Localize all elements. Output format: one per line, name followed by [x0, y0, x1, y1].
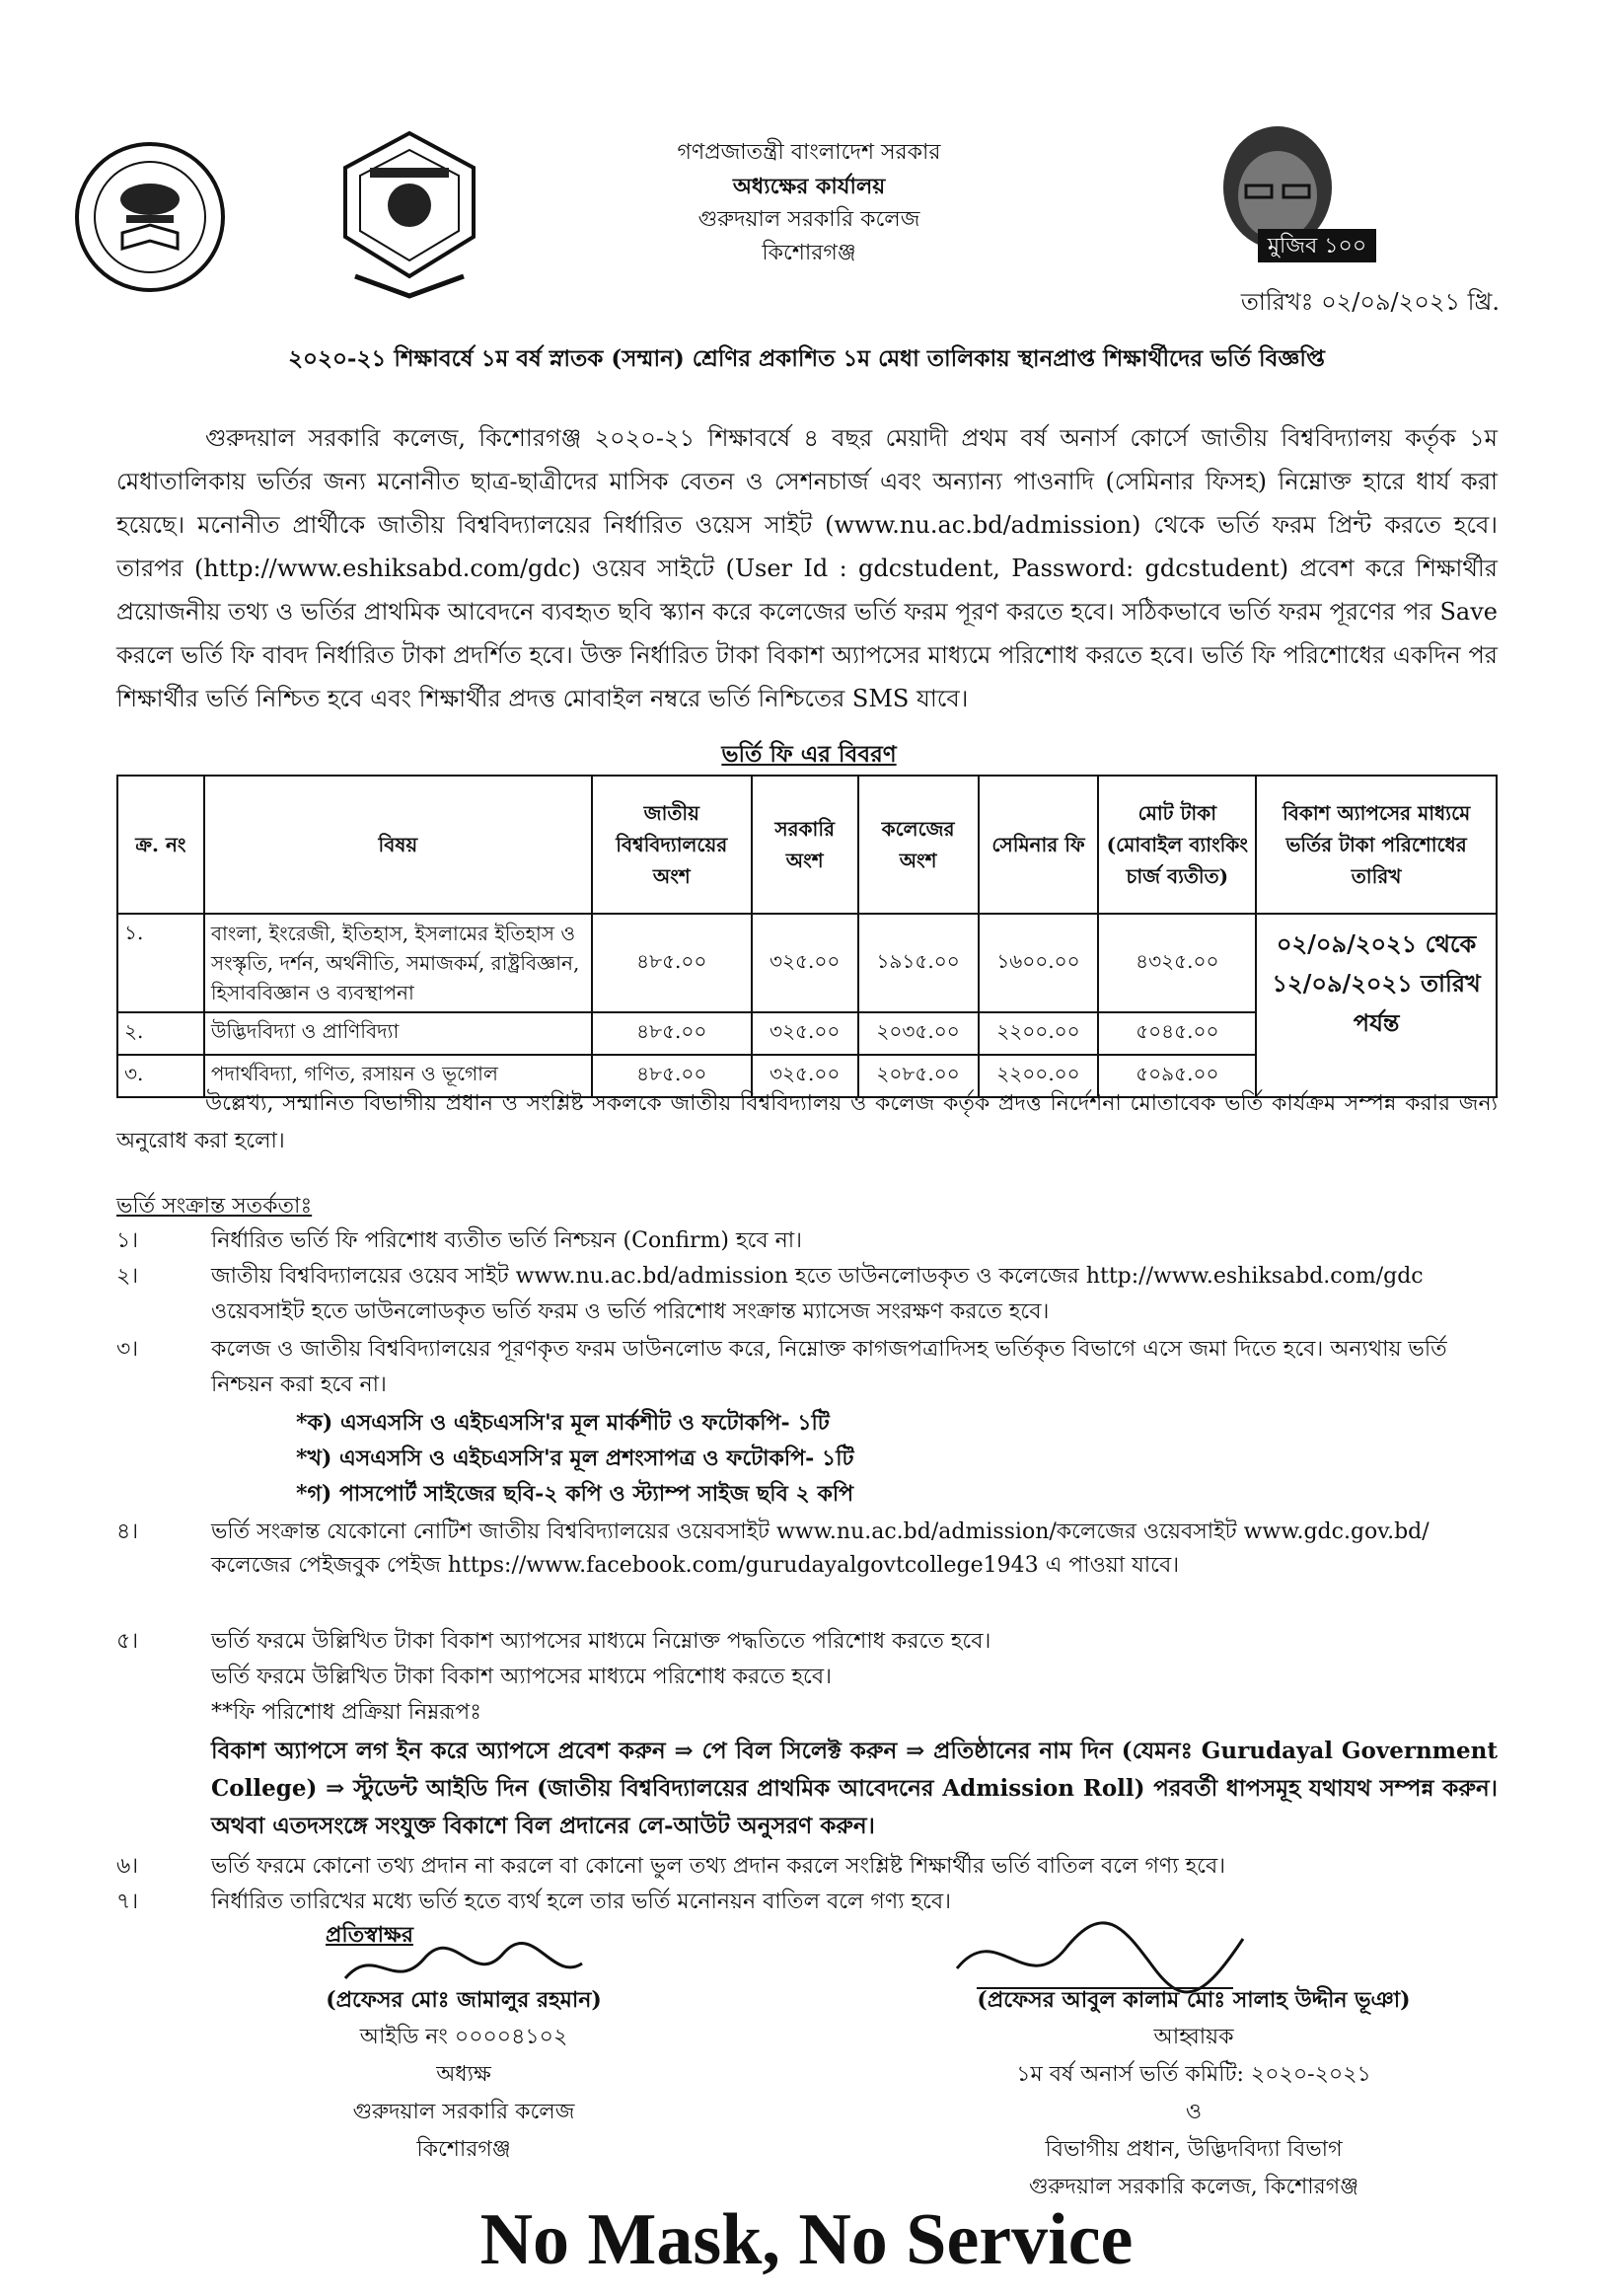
row-nu: ৪৮৫.০০	[592, 914, 752, 1012]
left-signatory-place: কিশোরগঞ্জ	[416, 2137, 511, 2162]
countersign-label: প্রতিস্বাক্ষর	[326, 1922, 413, 1948]
row-total: ৪৩২৫.০০	[1098, 914, 1256, 1012]
caution-title: ভর্তি সংক্রান্ত সতর্কতাঃ	[116, 1194, 313, 1219]
row-seminar: ২২০০.০০	[979, 1012, 1099, 1055]
caution-item-1	[116, 1223, 1498, 1259]
caution-item-6	[116, 1849, 1498, 1885]
row-subject: উদ্ভিদবিদ্যা ও প্রাণিবিদ্যা	[204, 1012, 592, 1055]
row-subject: বাংলা, ইংরেজী, ইতিহাস, ইসলামের ইতিহাস ও সংস্কৃতি, দর্শন, অর্থনীতি, সমাজকর্ম, রাষ্ট্রবিজ্ঞান, হিসাববিজ্ঞান ও ব্যবস্থাপনা	[204, 914, 592, 1012]
notice-title: ২০২০-২১ শিক্ষাবর্ষে ১ম বর্ষ স্নাতক (সম্মান) শ্রেণির প্রকাশিত ১ম মেধা তালিকায় স্থানপ্রাপ্ত শিক্ষার্থীদের ভর্তি বিজ্ঞপ্তি	[288, 345, 1325, 372]
notice-date: তারিখঃ ০২/০৯/২০২১ খ্রি.	[1240, 288, 1500, 316]
caution-text: কলেজ ও জাতীয় বিশ্ববিদ্যালয়ের পূরণকৃত ফরম ডাউনলোড করে, নিম্নোক্ত কাগজপত্রাদিসহ ভর্তিকৃত বিভাগে এসে জমা দিতে হবে। অন্যথায় ভর্তি নিশ্চয়ন করা হবে না।	[211, 1337, 1447, 1397]
footer-slogan: No Mask, No Service	[479, 2199, 1134, 2280]
table-row	[117, 914, 1497, 1012]
row-nu: ৪৮৫.০০	[592, 1055, 752, 1097]
fee-table-caption: ভর্তি ফি এর বিবরণ	[721, 741, 897, 768]
intro-paragraph: গুরুদয়াল সরকারি কলেজ, কিশোরগঞ্জ ২০২০-২১ শিক্ষাবর্ষে ৪ বছর মেয়াদী প্রথম বর্ষ অনার্স কোর্সে জাতীয় বিশ্ববিদ্যালয় কর্তৃক ১ম মেধাতালিকায় ভর্তির জন্য মনোনীত ছাত্র-ছাত্রীদের মাসিক বেতন ও সেশনচার্জ এবং অন্যান্য পাওনাদি (সেমিনার ফিসহ) নিম্নোক্ত হারে ধার্য করা হয়েছে। মনোনীত প্রার্থীকে জাতীয় বিশ্ববিদ্যালয়ের নির্ধারিত ওয়েস সাইট (www.nu.ac.bd/admission) থেকে ভর্তি ফরম প্রিন্ট করতে হবে। তারপর (http://www.eshiksabd.com/gdc) ওয়েব সাইটে (User Id : gdcstudent, Password: gdcstudent) প্রবেশ করে শিক্ষার্থীর প্রয়োজনীয় তথ্য ও ভর্তির প্রাথমিক আবেদনে ব্যবহৃত ছবি স্ক্যান করে কলেজের ভর্তি ফরম পূরণ করতে হবে। সঠিকভাবে ভর্তি ফরম পূরণের পর Save করলে ভর্তি ফি বাবদ নির্ধারিত টাকা প্রদর্শিত হবে। উক্ত নির্ধারিত টাকা বিকাশ অ্যাপসের মাধ্যমে পরিশোধ করতে হবে। ভর্তি ফি পরিশোধের একদিন পর শিক্ষার্থীর ভর্তি নিশ্চিত হবে এবং শিক্ষার্থীর প্রদত্ত মোবাইল নম্বরে ভর্তি নিশ্চিতের SMS যাবে।	[116, 424, 1498, 712]
left-emblem-logo	[71, 138, 229, 296]
left-signatory-name: (প্রফেসর মোঃ জামালুর রহমান)	[326, 1987, 602, 2013]
payment-process-label: **ফি পরিশোধ প্রক্রিয়া নিম্নরূপঃ	[211, 1700, 481, 1725]
caution-item-7	[116, 1885, 1498, 1920]
payment-line: ভর্তি ফরমে উল্লিখিত টাকা বিকাশ অ্যাপসের মাধ্যমে পরিশোধ করতে হবে।	[211, 1665, 832, 1689]
fee-table	[116, 775, 1498, 1098]
college-logo	[335, 128, 483, 301]
caution-number: ৩।	[116, 1337, 139, 1362]
row-subject: পদার্থবিদ্যা, গণিত, রসায়ন ও ভূগোল	[204, 1055, 592, 1097]
header-college: গুরুদয়াল সরকারি কলেজ	[697, 207, 920, 232]
row-college: ১৯১৫.০০	[858, 914, 979, 1012]
caution-number: ২।	[116, 1264, 139, 1289]
right-signatory-and: ও	[1185, 2100, 1203, 2124]
row-nu: ৪৮৫.০০	[592, 1012, 752, 1055]
header-place: কিশোরগঞ্জ	[762, 241, 856, 265]
row-serial: ১.	[117, 914, 204, 1012]
caution-text: ভর্তি সংক্রান্ত যেকোনো নোটিশ জাতীয় বিশ্ববিদ্যালয়ের ওয়েবসাইট www.nu.ac.bd/admission/কলেজের ওয়েবসাইট www.gdc.gov.bd/কলেজের পেইজবুক পেইজ https://www.facebook.com/gurudayalgovtcollege1943 এ পাওয়া যাবে।	[211, 1519, 1430, 1578]
right-signatory-committee: ১ম বর্ষ অনার্স ভর্তি কমিটি: ২০২০-২০২১	[1016, 2062, 1371, 2087]
right-signatory-dept: বিভাগীয় প্রধান, উদ্ভিদবিদ্যা বিভাগ	[1045, 2137, 1343, 2162]
right-signatory-name: (প্রফেসর আবুল কালাম মোঃ সালাহ উদ্দীন ভূঞা)	[977, 1987, 1411, 2013]
caution-number: ৬।	[116, 1854, 139, 1879]
document-item-c: *গ) পাসপোর্ট সাইজের ছবি-২ কপি ও স্ট্যাম্প সাইজ ছবি ২ কপি	[296, 1481, 854, 1507]
right-signatory-role: আহ্বায়ক	[1153, 2025, 1234, 2049]
row-serial: ২.	[117, 1012, 204, 1055]
col-seminar-fee: সেমিনার ফি	[979, 776, 1099, 914]
row-college: ২০৮৫.০০	[858, 1055, 979, 1097]
caution-number: ৫।	[116, 1629, 139, 1654]
header-govt: গণপ্রজাতন্ত্রী বাংলাদেশ সরকার	[677, 140, 941, 165]
payment-process-steps: বিকাশ অ্যাপসে লগ ইন করে অ্যাপসে প্রবেশ করুন ⇒ পে বিল সিলেক্ট করুন ⇒ প্রতিষ্ঠানের নাম দিন (যেমনঃ Gurudayal Government College) ⇒ স্টুডেন্ট আইডি দিন (জাতীয় বিশ্ববিদ্যালয়ের প্রাথমিক আবেদনের Admission Roll) পরবর্তী ধাপসমূহ যথাযথ সম্পন্ন করুন। অথবা এতদসংঙ্গে সংযুক্ত বিকাশে বিল প্রদানের লে-আউট অনুসরণ করুন।	[211, 1738, 1498, 1839]
col-nu-share: জাতীয় বিশ্ববিদ্যালয়ের অংশ	[592, 776, 752, 914]
caution-text: ভর্তি ফরমে কোনো তথ্য প্রদান না করলে বা কোনো ভুল তথ্য প্রদান করলে সংশ্লিষ্ট শিক্ষার্থীর ভর্তি বাতিল বলে গণ্য হবে।	[211, 1854, 1226, 1879]
row-govt: ৩২৫.০০	[752, 1055, 858, 1097]
caution-number: ৪।	[116, 1519, 139, 1544]
col-payment-date: বিকাশ অ্যাপসের মাধ্যমে ভর্তির টাকা পরিশোধের তারিখ	[1256, 776, 1497, 914]
row-govt: ৩২৫.০০	[752, 914, 858, 1012]
table-header-row	[117, 776, 1497, 914]
mujib-logo-text: মুজিব ১০০	[1267, 234, 1367, 259]
document-item-a: *ক) এসএসসি ও এইচএসসি'র মূল মার্কশীট ও ফটোকপি- ১টি	[296, 1410, 830, 1436]
caution-text: ভর্তি ফরমে উল্লিখিত টাকা বিকাশ অ্যাপসের মাধ্যমে নিম্নোক্ত পদ্ধতিতে পরিশোধ করতে হবে।	[211, 1629, 991, 1654]
header-office: অধ্যক্ষের কার্যালয়	[732, 174, 886, 199]
caution-item-3	[116, 1332, 1498, 1403]
caution-number: ৭।	[116, 1889, 139, 1914]
right-signature-block	[888, 1981, 1500, 2206]
row-govt: ৩২৫.০০	[752, 1012, 858, 1055]
right-signatory-org: গুরুদয়াল সরকারি কলেজ, কিশোরগঞ্জ	[1029, 2175, 1358, 2199]
col-college-share: কলেজের অংশ	[858, 776, 979, 914]
note-paragraph: উল্লেখ্য, সম্মানিত বিভাগীয় প্রধান ও সংশ্লিষ্ট সকলকে জাতীয় বিশ্ববিদ্যালয় ও কলেজ কর্তৃক প্রদত্ত নির্দেশনা মোতাবেক ভর্তি কার্যক্রম সম্পন্ন করার জন্য অনুরোধ করা হলো।	[116, 1091, 1498, 1153]
left-signatory-org: গুরুদয়াল সরকারি কলেজ	[352, 2100, 575, 2124]
caution-text: নির্ধারিত ভর্তি ফি পরিশোধ ব্যতীত ভর্তি নিশ্চয়ন (Confirm) হবে না।	[211, 1228, 803, 1253]
col-serial: ক্র. নং	[117, 776, 204, 914]
col-subject: বিষয়	[204, 776, 592, 914]
row-total: ৫০৪৫.০০	[1098, 1012, 1256, 1055]
caution-text: নির্ধারিত তারিখের মধ্যে ভর্তি হতে ব্যর্থ হলে তার ভর্তি মনোনয়ন বাতিল বলে গণ্য হবে।	[211, 1889, 952, 1914]
left-signatory-title: অধ্যক্ষ	[436, 2062, 491, 2087]
row-seminar: ২২০০.০০	[979, 1055, 1099, 1097]
row-total: ৫০৯৫.০০	[1098, 1055, 1256, 1097]
mujib-100-logo	[1189, 118, 1386, 266]
col-govt-share: সরকারি অংশ	[752, 776, 858, 914]
payment-date-cell: ০২/০৯/২০২১ থেকে ১২/০৯/২০২১ তারিখ পর্যন্ত	[1256, 914, 1497, 1097]
row-seminar: ১৬০০.০০	[979, 914, 1099, 1012]
caution-item-2	[116, 1259, 1498, 1330]
row-serial: ৩.	[117, 1055, 204, 1097]
caution-text: জাতীয় বিশ্ববিদ্যালয়ের ওয়েব সাইট www.nu.ac.bd/admission হতে ডাউনলোডকৃত ও কলেজের http://www.eshiksabd.com/gdc ওয়েবসাইট হতে ডাউনলোডকৃত ভর্তি ফরম ও ভর্তি পরিশোধ সংক্রান্ত ম্যাসেজ সংরক্ষণ করতে হবে।	[211, 1264, 1424, 1324]
col-total: মোট টাকা (মোবাইল ব্যাংকিং চার্জ ব্যতীত)	[1098, 776, 1256, 914]
document-item-b: *খ) এসএসসি ও এইচএসসি'র মূল প্রশংসাপত্র ও ফটোকপি- ১টি	[296, 1445, 854, 1471]
caution-item-4	[116, 1516, 1498, 1622]
caution-item-5	[116, 1624, 1498, 1660]
left-signature-block	[257, 1981, 671, 2169]
caution-number: ১।	[116, 1228, 139, 1253]
row-college: ২০৩৫.০০	[858, 1012, 979, 1055]
left-signatory-id: আইডি নং ০০০০৪১০২	[359, 2025, 568, 2049]
